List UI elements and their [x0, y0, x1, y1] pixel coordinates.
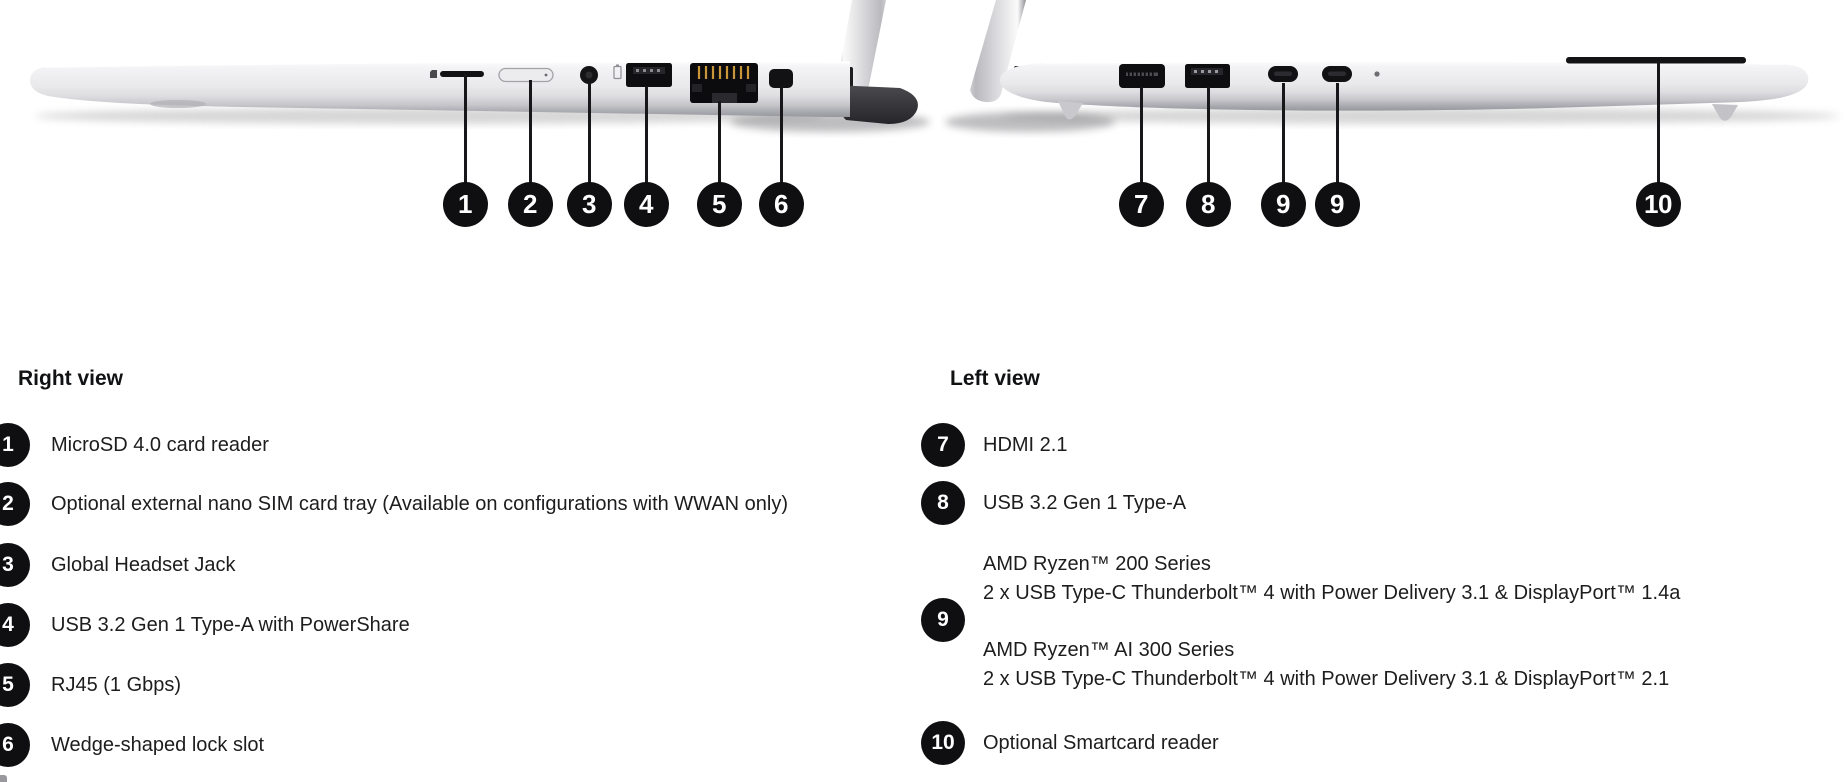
legend-label-9-line-2: 2 x USB Type-C Thunderbolt™ 4 with Power Delivery 3.1 & DisplayPort™ 1.4a — [983, 582, 1681, 604]
usb-a-port — [626, 63, 672, 87]
callout-badge-1: 1 — [443, 182, 488, 227]
legend-badge-4: 4 — [0, 603, 30, 647]
legend-label-1: MicroSD 4.0 card reader — [51, 434, 269, 456]
usb-c-port-2 — [1322, 66, 1352, 82]
leader-line-2 — [529, 80, 532, 183]
callout-badge-9a: 9 — [1261, 182, 1306, 227]
leader-line-9a — [1282, 83, 1285, 183]
leader-line-9b — [1336, 83, 1339, 183]
legend-label-9-line-3: AMD Ryzen™ AI 300 Series — [983, 639, 1235, 661]
legend-label-7: HDMI 2.1 — [983, 434, 1068, 456]
legend-badge-3: 3 — [0, 543, 30, 587]
legend-badge-9: 9 — [921, 598, 965, 642]
nano-sim-card-tray — [499, 69, 553, 82]
callout-badge-4: 4 — [624, 182, 669, 227]
callout-badge-8: 8 — [1186, 182, 1231, 227]
legend-badge-8: 8 — [921, 481, 965, 525]
rj45-port — [690, 63, 758, 103]
usb-a-port — [1185, 64, 1230, 88]
legend-badge-2: 2 — [0, 482, 30, 526]
leader-line-7 — [1140, 87, 1143, 183]
legend-badge-6: 6 — [0, 723, 30, 767]
legend-label-10: Optional Smartcard reader — [983, 732, 1219, 754]
usb-c-port-1 — [1268, 66, 1298, 82]
legend-badge-1: 1 — [0, 423, 30, 467]
callout-badge-7: 7 — [1119, 182, 1164, 227]
legend-badge-10: 10 — [921, 721, 965, 765]
partial-next-badge — [0, 775, 7, 782]
right-view-heading: Right view — [18, 367, 124, 390]
callout-badge-10: 10 — [1636, 182, 1681, 227]
callout-badge-6: 6 — [759, 182, 804, 227]
legend-label-3: Global Headset Jack — [51, 554, 236, 576]
leader-line-1 — [464, 74, 467, 183]
legend-badge-5: 5 — [0, 663, 30, 707]
leader-line-6 — [780, 87, 783, 183]
leader-line-5 — [718, 101, 721, 183]
leader-line-4 — [645, 86, 648, 183]
laptop-right-view-illustration — [0, 0, 940, 150]
callout-badge-9b: 9 — [1315, 182, 1360, 227]
legend-label-2: Optional external nano SIM card tray (Available on configurations with WWAN only) — [51, 493, 789, 515]
legend-label-6: Wedge-shaped lock slot — [51, 734, 265, 756]
legend-label-4: USB 3.2 Gen 1 Type-A with PowerShare — [51, 614, 410, 636]
microsd-icon — [430, 70, 437, 78]
leader-line-10 — [1657, 62, 1660, 183]
callout-badge-5: 5 — [697, 182, 742, 227]
power-status-led — [1374, 71, 1379, 76]
laptop-shadow — [945, 108, 1840, 132]
callout-badge-3: 3 — [567, 182, 612, 227]
callout-badge-2: 2 — [508, 182, 553, 227]
legend-label-5: RJ45 (1 Gbps) — [51, 674, 182, 696]
legend-label-8: USB 3.2 Gen 1 Type-A — [983, 492, 1187, 514]
legend-label-9-line-4: 2 x USB Type-C Thunderbolt™ 4 with Power Delivery 3.1 & DisplayPort™ 2.1 — [983, 668, 1670, 690]
microsd-card-reader-slot — [440, 71, 484, 77]
leader-line-3 — [588, 82, 591, 183]
left-view-heading: Left view — [950, 367, 1040, 390]
legend-label-9-line-1: AMD Ryzen™ 200 Series — [983, 553, 1211, 575]
laptop-left-view-illustration — [940, 0, 1848, 150]
legend-badge-7: 7 — [921, 423, 965, 467]
leader-line-8 — [1207, 87, 1210, 183]
hdmi-port — [1119, 64, 1165, 88]
wedge-lock-slot — [769, 69, 793, 88]
